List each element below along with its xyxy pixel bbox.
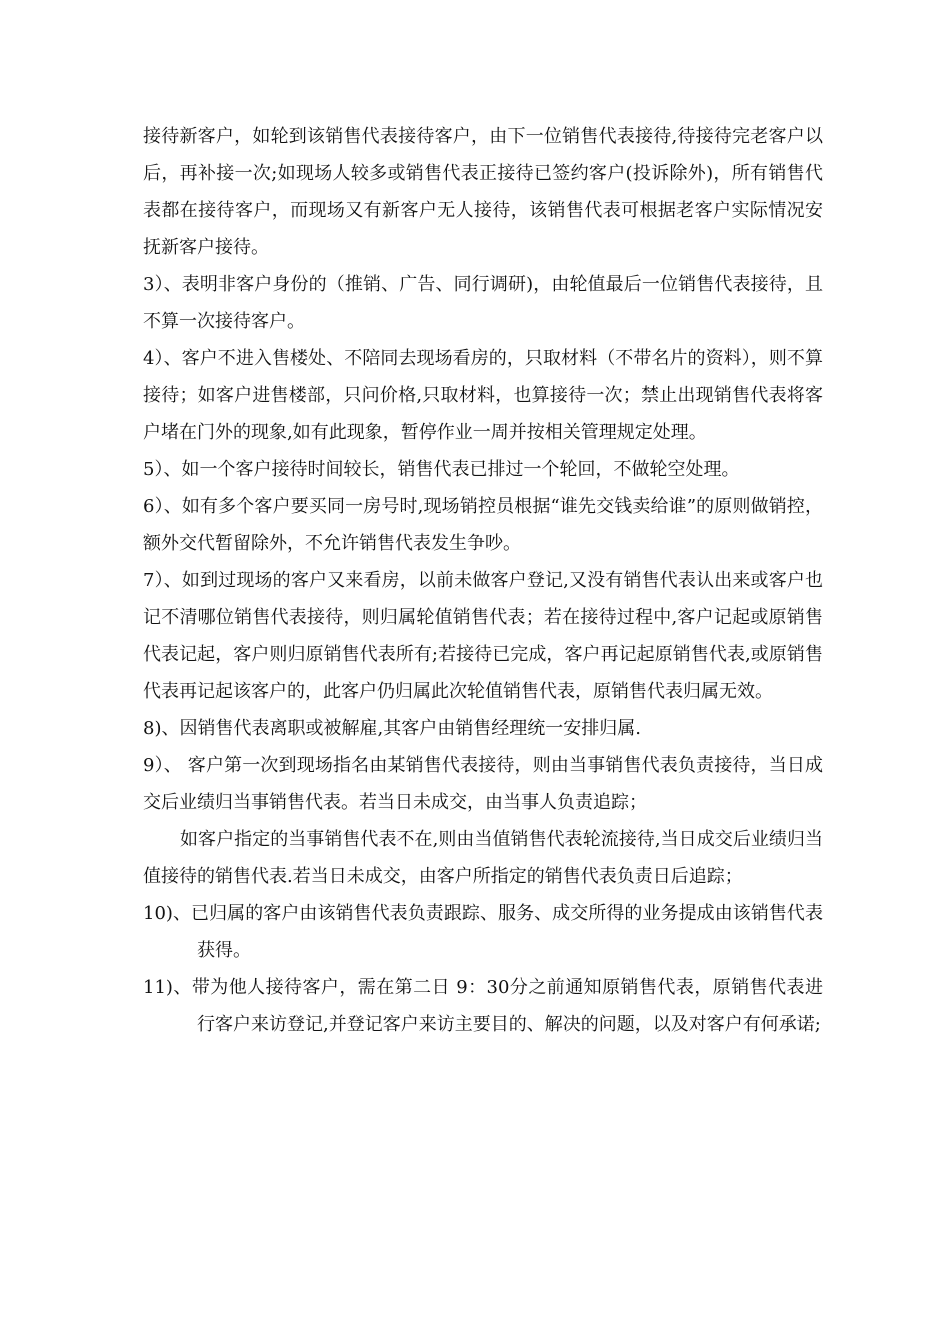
paragraph-item-9-continued: 如客户指定的当事销售代表不在,则由当值销售代表轮流接待,当日成交后业绩归当值接待的销售代表.若当日未成交，由客户所指定的销售代表负责日后追踪； bbox=[143, 829, 823, 887]
paragraph-item-9: 9）、 客户第一次到现场指名由某销售代表接待，则由当事销售代表负责接待，当日成交后业绩归当事销售代表。若当日未成交，由当事人负责追踪； bbox=[143, 755, 823, 813]
paragraph-item-3: 3）、表明非客户身份的（推销、广告、同行调研)，由轮值最后一位销售代表接待，且不算一次接待客户。 bbox=[143, 274, 823, 332]
paragraph-item-5: 5）、如一个客户接待时间较长，销售代表已排过一个轮回，不做轮空处理。 bbox=[143, 459, 740, 480]
paragraph-item-6: 6）、如有多个客户要买同一房号时,现场销控员根据“谁先交钱卖给谁”的原则做销控，额外交代暂留除外，不允许销售代表发生争吵。 bbox=[143, 496, 823, 554]
paragraph-item-4: 4）、客户不进入售楼处、不陪同去现场看房的，只取材料（不带名片的资料），则不算接待；如客户进售楼部，只问价格,只取材料，也算接待一次；禁止出现销售代表将客户堵在门外的现象,如有此现象，暂停作业一周并按相关管理规定处理。 bbox=[143, 348, 823, 443]
paragraph-item-10: 10)、已归属的客户由该销售代表负责跟踪、服务、成交所得的业务提成由该销售代表获得。 bbox=[143, 903, 823, 961]
paragraph-item-8: 8)、因销售代表离职或被解雇,其客户由销售经理统一安排归属. bbox=[143, 718, 641, 739]
paragraph-item-7: 7）、如到过现场的客户又来看房，以前未做客户登记,又没有销售代表认出来或客户也记不清哪位销售代表接待，则归属轮值销售代表；若在接待过程中,客户记起或原销售代表记起，客户则归原销售代表所有;若接待已完成，客户再记起原销售代表,或原销售代表再记起该客户的，此客户仍归属此次轮值销售代表，原销售代表归属无效。 bbox=[143, 570, 823, 702]
paragraph-item-11: 11)、带为他人接待客户，需在第二日 9：30分之前通知原销售代表，原销售代表进行客户来访登记,并登记客户来访主要目的、解决的问题，以及对客户有何承诺; bbox=[143, 977, 823, 1035]
document-body bbox=[143, 118, 823, 1043]
paragraph-continued-reception: 接待新客户，如轮到该销售代表接待客户，由下一位销售代表接待,待接待完老客户以后，再补接一次;如现场人较多或销售代表正接待已签约客户(投诉除外)，所有销售代表都在接待客户，而现场又有新客户无人接待，该销售代表可根据老客户实际情况安抚新客户接待。 bbox=[143, 126, 823, 258]
